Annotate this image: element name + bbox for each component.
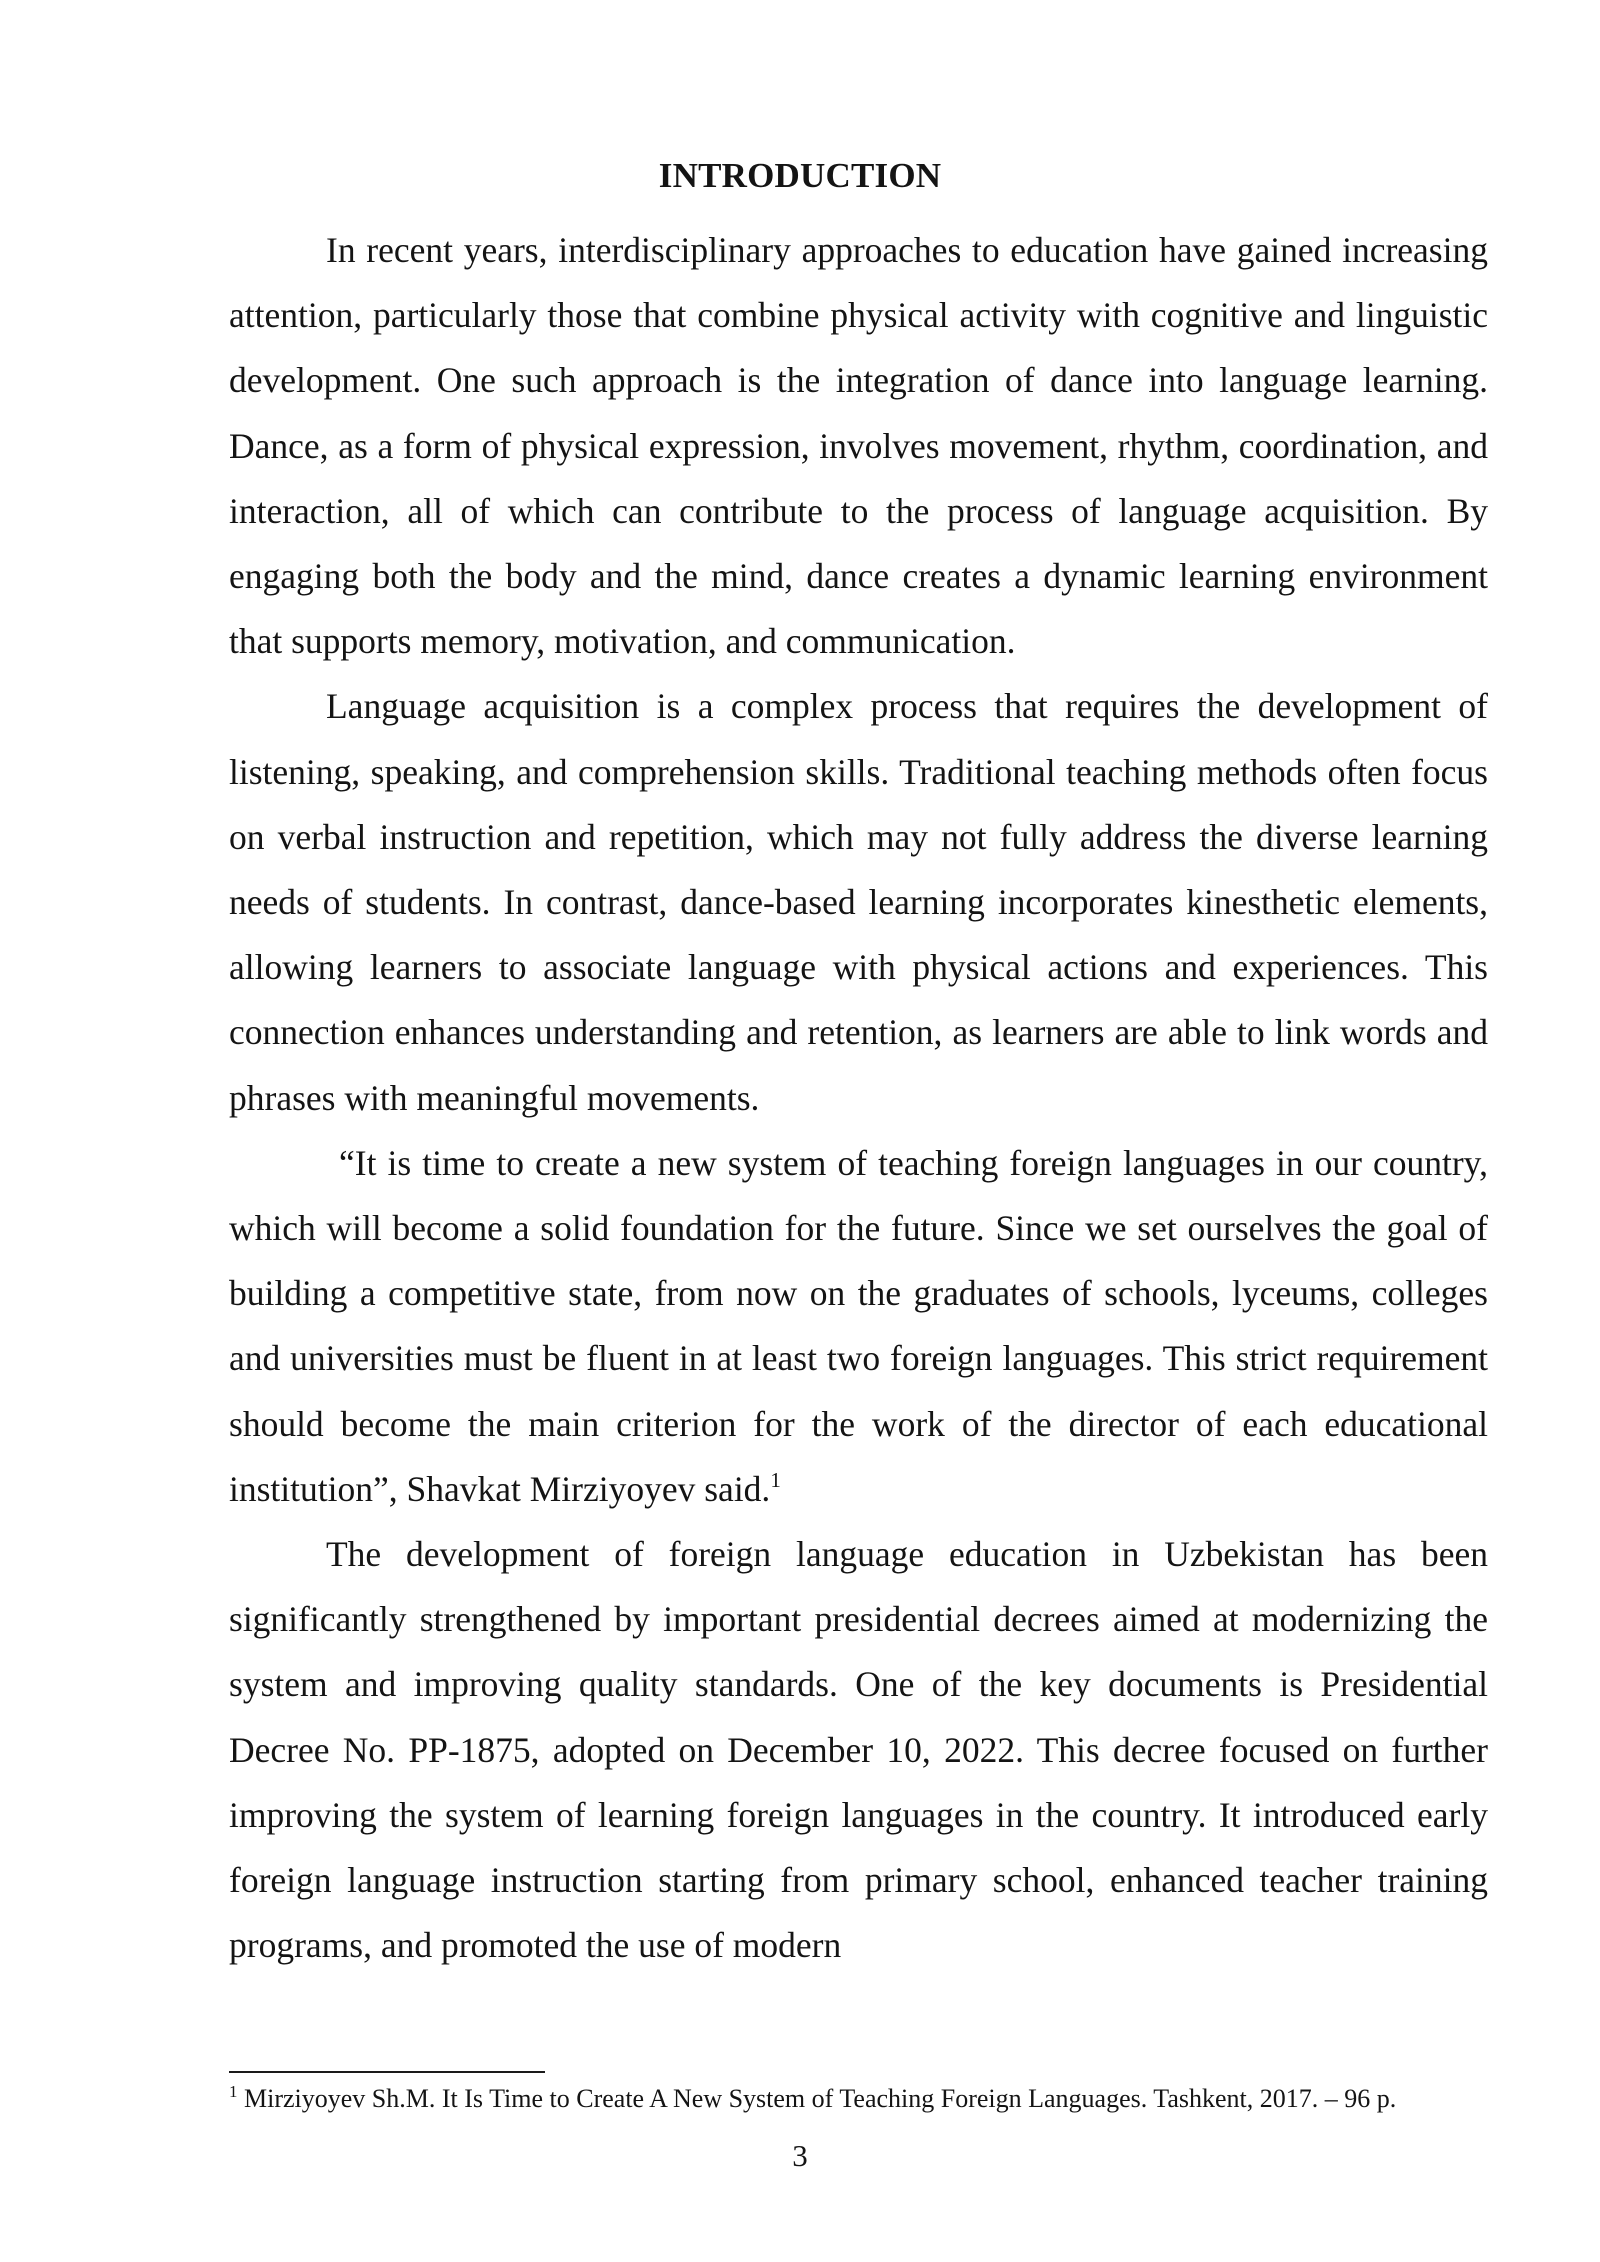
body-text <box>229 218 1488 1978</box>
footnote-text: Mirziyoyev Sh.M. It Is Time to Create A New System of Teaching Foreign Languages. Tashkent, 2017. – 96 p. <box>244 2084 1397 2113</box>
footnote <box>229 2081 1529 2117</box>
paragraph-interdisciplinary-approaches <box>229 218 1488 674</box>
footnote-marker: 1 <box>229 2082 238 2101</box>
footnote-reference[interactable]: 1 <box>770 1467 781 1492</box>
paragraph-quotation <box>229 1131 1488 1522</box>
paragraph-presidential-decrees <box>229 1522 1488 1978</box>
paragraph-text: The development of foreign language education in Uzbekistan has been significantly strengthened by important presidential decrees aimed at modernizing the system and improving quality standards. One of the key documents is Presidential Decree No. PP-1875, adopted on December 10, 2022. This decree focused on further improving the system of learning foreign languages in the country. It introduced early foreign language instruction starting from primary school, enhanced teacher training programs, and promoted the use of modern <box>229 1534 1488 1966</box>
paragraph-text: “It is time to create a new system of teaching foreign languages in our country, which will become a solid foundation for the future. Since we set ourselves the goal of building a competitive state, from now on the graduates of schools, lyceums, colleges and universities must be fluent in at least two foreign languages. This strict requirement should become the main criterion for the work of the director of each educational institution”, Shavkat Mirziyoyev said. <box>229 1142 1488 1509</box>
page-number: 3 <box>792 2138 808 2173</box>
paragraph-language-acquisition <box>229 674 1488 1130</box>
footnote-separator <box>229 2071 545 2073</box>
page-title: INTRODUCTION <box>658 156 942 195</box>
paragraph-text: Language acquisition is a complex process that requires the development of listening, speaking, and comprehension skills. Traditional teaching methods often focus on verbal instruction and repetition, which may not fully address the diverse learning needs of students. In contrast, dance-based learning incorporates kinesthetic elements, allowing learners to associate language with physical actions and experiences. This connection enhances understanding and retention, as learners are able to link words and phrases with meaningful movements. <box>229 686 1488 1118</box>
paragraph-text: In recent years, interdisciplinary approaches to education have gained increasing attention, particularly those that combine physical activity with cognitive and linguistic development. One such approach is the integration of dance into language learning. Dance, as a form of physical expression, involves movement, rhythm, coordination, and interaction, all of which can contribute to the process of language acquisition. By engaging both the body and the mind, dance creates a dynamic learning environment that supports memory, motivation, and communication. <box>229 230 1488 662</box>
